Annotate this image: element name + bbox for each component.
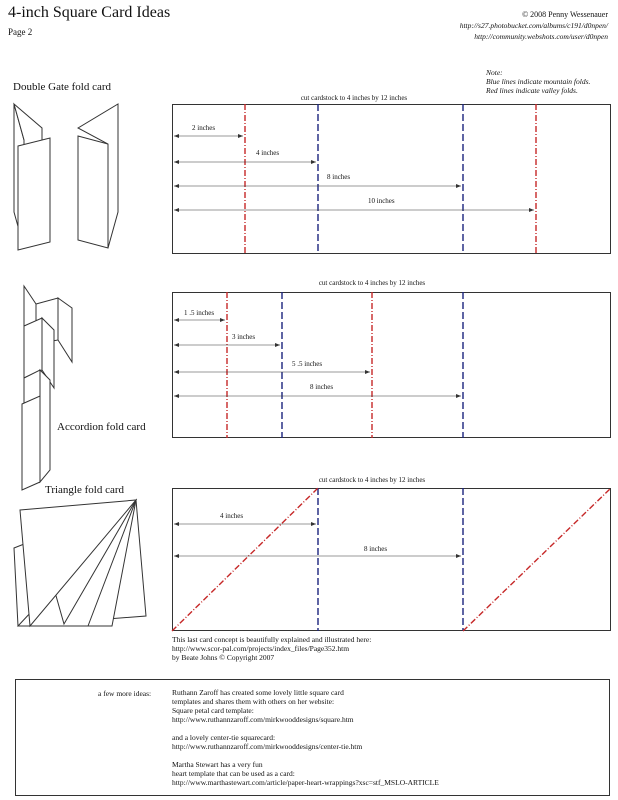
accordion-cut-label: cut cardstock to 4 inches by 12 inches [318,279,426,287]
measure-10in: 10 inches [368,197,395,205]
measure-8in-acc: 8 inches [310,383,334,391]
more-ideas-label: a few more ideas: [98,689,152,698]
square-template-url[interactable]: http://www.ruthannzaroff.com/mirkwooddesigns/square.htm [172,715,354,724]
double-gate-title: Double Gate fold card [13,81,112,93]
page-title: 4-inch Square Card Ideas [8,4,171,21]
center-tie-url[interactable]: http://www.ruthannzaroff.com/mirkwooddesigns/center-tie.htm [172,742,363,751]
triangle-credit [172,635,371,662]
note-mountain: Blue lines indicate mountain folds. [486,77,591,86]
measure-8in-t: 8 inches [364,545,388,553]
ideas-line: Martha Stewart has a very fun [172,760,263,769]
ideas-line: templates and shares them with others on her website: [172,697,335,706]
credit-line-3: by Beate Johns © Copyright 2007 [172,653,275,662]
measure-5-5in: 5 .5 inches [292,360,323,368]
double-gate-cut-label: cut cardstock to 4 inches by 12 inches [300,94,408,102]
photobucket-url[interactable]: http://s27.photobucket.com/albums/c191/d0npen/ [459,21,608,30]
measure-4in: 4 inches [256,149,280,157]
ideas-line: Square petal card template: [172,706,254,715]
page-number: Page 2 [8,27,33,37]
ideas-line: and a lovely center-tie squarecard: [172,733,276,742]
accordion-title: Accordion fold card [57,421,146,433]
triangle-title: Triangle fold card [45,484,125,496]
more-ideas-text [172,688,439,787]
measure-1-5in: 1 .5 inches [184,309,215,317]
triangle-cut-label: cut cardstock to 4 inches by 12 inches [318,476,426,484]
webshots-url[interactable]: http://community.webshots.com/user/d0npen [474,32,608,41]
ideas-line: heart template that can be used as a card: [172,769,295,778]
scor-pal-url[interactable]: http://www.scor-pal.com/projects/index_files/Page352.htm [172,644,350,653]
measure-4in-t: 4 inches [220,512,244,520]
valley-fold-diagonal-1 [172,488,318,631]
valley-fold-diagonal-2 [463,488,611,631]
credit-line-1: This last card concept is beautifully explained and illustrated here: [172,635,372,644]
measure-2in: 2 inches [192,124,216,132]
note-heading: Note: [486,68,503,77]
ideas-line: Ruthann Zaroff has created some lovely little square card [172,688,344,697]
measure-3in: 3 inches [232,333,256,341]
note-valley: Red lines indicate valley folds. [486,86,578,95]
martha-stewart-url[interactable]: http://www.marthastewart.com/article/paper-heart-wrappings?xsc=stf_MSLO-ARTICLE [172,778,439,787]
copyright-text: © 2008 Penny Wessenauer [522,10,608,19]
measure-8in: 8 inches [327,173,351,181]
